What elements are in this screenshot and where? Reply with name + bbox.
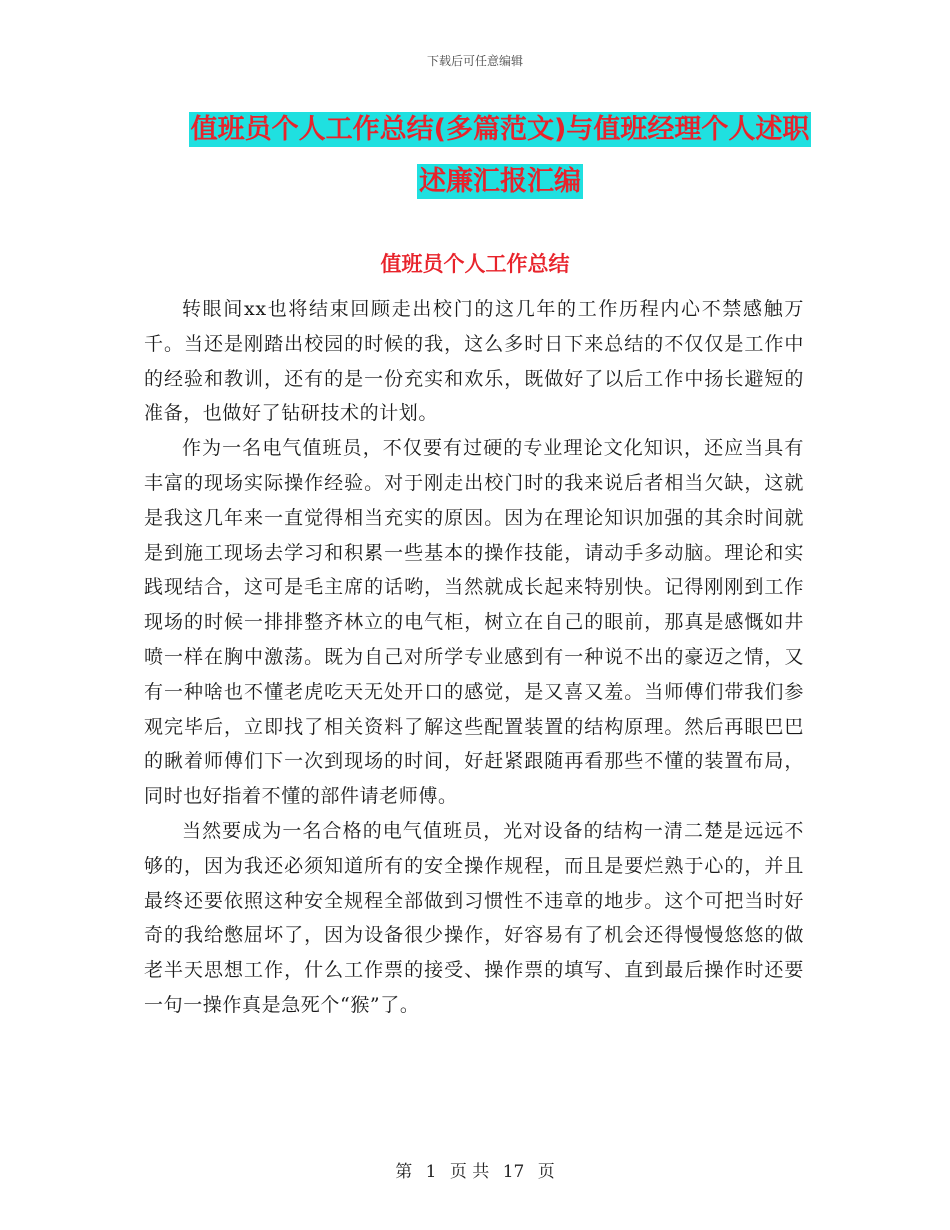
paragraph: 当然要成为一名合格的电气值班员，光对设备的结构一清二楚是远远不够的，因为我还必须知道所有的安全操作规程，而且是要烂熟于心的，并且最终还要依照这种安全规程全部做到习惯性不违章的地步。这个可把当时好奇的我给憋屈坏了，因为设备很少操作，好容易有了机会还得慢慢悠悠的做老半天思想工作，什么工作票的接受、操作票的填写、直到最后操作时还要一句一操作真是急死个“猴”了。	[144, 819, 804, 1016]
page-current: 1	[425, 1162, 437, 1182]
section-title: 值班员个人工作总结	[380, 252, 570, 276]
page-label-suffix: 页	[537, 1162, 555, 1182]
paragraph: 作为一名电气值班员，不仅要有过硬的专业理论文化知识，还应当具有丰富的现场实际操作经验。对于刚走出校门时的我来说后者相当欠缺，这就是我这几年来一直觉得相当充实的原因。因为在理论知识加强的其余时间就是到施工现场去学习和积累一些基本的操作技能，请动手多动脑。理论和实践现结合，这可是毛主席的话哟，当然就成长起来特别快。记得刚刚到工作现场的时候一排排整齐林立的电气柜，树立在自己的眼前，那真是感慨如井喷一样在胸中激荡。既为自己对所学专业感到有一种说不出的豪迈之情，又有一种啥也不懂老虎吃天无处开口的感觉，是又喜又羞。当师傅们带我们参观完毕后，立即找了相关资料了解这些配置装置的结构原理。然后再眼巴巴的瞅着师傅们下一次到现场的时间，好赶紧跟随再看那些不懂的装置布局，同时也好指着不懂的部件请老师傅。	[144, 437, 804, 808]
document-title	[140, 104, 860, 208]
document-title-line1: 值班员个人工作总结(多篇范文)与值班经理个人述职	[190, 114, 810, 145]
page-footer	[0, 1157, 950, 1182]
page-label-mid: 页 共	[449, 1162, 490, 1182]
paragraph: 转眼间xx也将结束回顾走出校门的这几年的工作历程内心不禁感触万千。当还是刚踏出校园的时候的我，这么多时日下来总结的不仅仅是工作中的经验和教训，还有的是一份充实和欢乐，既做好了以后工作中扬长避短的准备，也做好了钻研技术的计划。	[144, 298, 804, 425]
document-body	[144, 292, 804, 1023]
page-label-prefix: 第	[395, 1162, 413, 1182]
header-note: 下载后可任意编辑	[426, 54, 523, 68]
document-title-line2: 述廉汇报汇编	[419, 166, 581, 197]
page-total: 17	[502, 1162, 525, 1182]
